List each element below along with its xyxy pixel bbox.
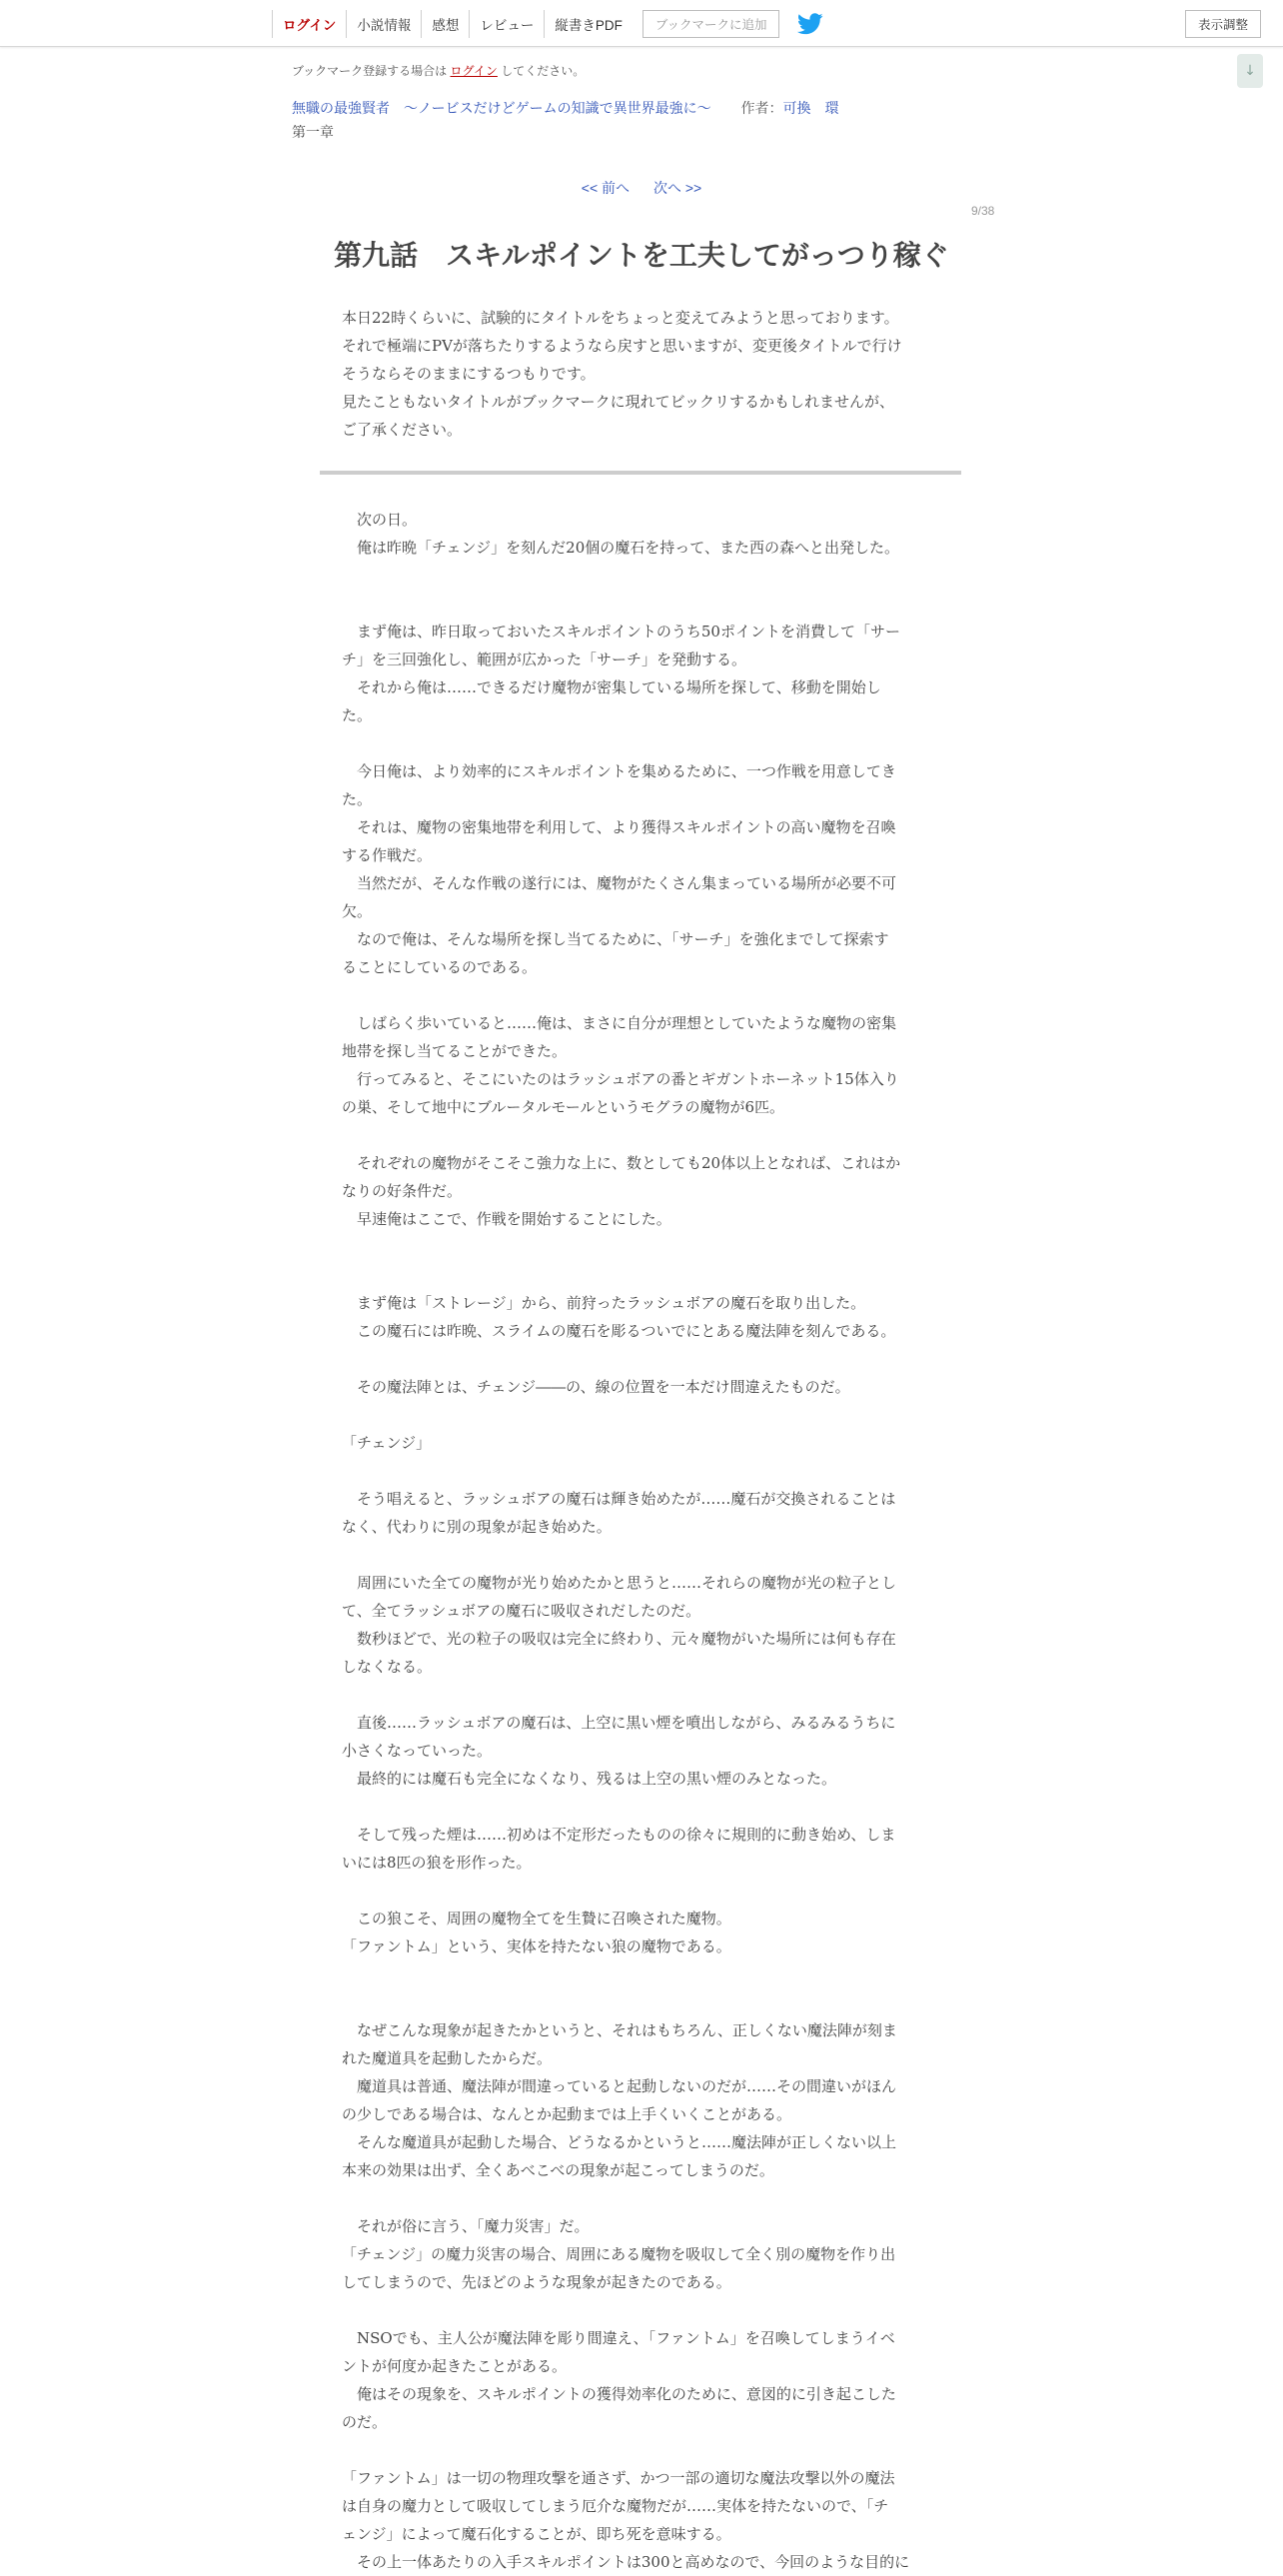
body-line: そして残った煙は……初めは不定形だったものの徐々に規則的に動き始め、しま xyxy=(342,1826,896,1844)
chapter-label: 第一章 xyxy=(292,124,334,140)
bookmark-login-notice xyxy=(292,62,585,79)
body-line xyxy=(342,1261,941,1289)
body-line: しなくなる。 xyxy=(342,1658,433,1676)
body-line: は自身の魔力として吸収してしまう厄介な魔物だが……実体を持たないので、「チ xyxy=(342,2497,889,2515)
body-line xyxy=(342,590,941,618)
episode-number: 9/38 xyxy=(971,204,995,218)
episode-pager xyxy=(0,178,1283,198)
body-line: ントが何度か起きたことがある。 xyxy=(342,2357,568,2375)
body-line xyxy=(342,1121,941,1149)
nav-impressions[interactable]: 感想 xyxy=(421,10,469,38)
body-line: 周囲にいた全ての魔物が光り始めたかと思うと……それらの魔物が光の粒子とし xyxy=(342,1574,897,1592)
prev-episode-link[interactable]: << 前へ xyxy=(581,180,631,196)
body-line xyxy=(342,1233,941,1261)
preface-line: ご了承ください。 xyxy=(342,421,463,439)
body-line: それから俺は……できるだけ魔物が密集している場所を探して、移動を開始し xyxy=(342,678,881,696)
body-line: そんな魔道具が起動した場合、どうなるかというと……魔法陣が正しくない以上 xyxy=(342,2133,897,2151)
body-line: してしまうので、先ほどのような現象が起きたのである。 xyxy=(342,2273,731,2291)
twitter-bird-icon[interactable] xyxy=(797,13,823,35)
nav-vertical-pdf[interactable]: 縦書きPDF xyxy=(544,10,633,38)
body-line: 地帯を探し当てることができた。 xyxy=(342,1042,568,1060)
body-line xyxy=(342,2184,941,2212)
body-line xyxy=(342,1457,941,1485)
body-line: の巣、そして地中にブルータルモールというモグラの魔物が6匹。 xyxy=(342,1098,785,1116)
body-line xyxy=(342,1401,941,1429)
body-line: なく、代わりに別の現象が起き始めた。 xyxy=(342,1518,612,1536)
body-line: そう唱えると、ラッシュボアの魔石は輝き始めたが……魔石が交換されることは xyxy=(342,1490,896,1508)
display-settings-button[interactable]: 表示調整 xyxy=(1185,10,1261,38)
body-line: 「チェンジ」の魔力災害の場合、周囲にある魔物を吸収して全く別の魔物を作り出 xyxy=(342,2245,896,2263)
notice-login-link[interactable]: ログイン xyxy=(450,64,498,78)
body-line xyxy=(342,2436,941,2464)
novel-body-text xyxy=(342,506,941,2576)
body-line: 当然だが、そんな作戦の遂行には、魔物がたくさん集まっている場所が必要不可 xyxy=(342,874,897,892)
body-line: まず俺は、昨日取っておいたスキルポイントのうち50ポイントを消費して「サー xyxy=(342,623,900,641)
body-line: ェンジ」によって魔石化することが、即ち死を意味する。 xyxy=(342,2525,731,2543)
body-line xyxy=(342,2296,941,2324)
body-line: 今日俺は、より効率的にスキルポイントを集めるために、一つ作戦を用意してき xyxy=(342,762,896,780)
notice-prefix: ブックマーク登録する場合は xyxy=(292,64,448,78)
body-line: それは、魔物の密集地帯を利用して、より獲得スキルポイントの高い魔物を召喚 xyxy=(342,818,896,836)
scroll-down-button[interactable]: ↓ xyxy=(1237,54,1263,88)
body-line: それぞれの魔物がそこそこ強力な上に、数としても20体以上となれば、これはか xyxy=(342,1154,901,1172)
body-line: いには8匹の狼を形作った。 xyxy=(342,1854,532,1872)
body-line: 小さくなっていった。 xyxy=(342,1742,493,1760)
body-line xyxy=(342,1345,941,1373)
body-line: なりの好条件だ。 xyxy=(342,1182,463,1200)
preface-line: そうならそのままにするつもりです。 xyxy=(342,365,596,383)
body-line: 俺は昨晩「チェンジ」を刻んだ20個の魔石を持って、また西の森へと出発した。 xyxy=(342,539,899,557)
body-line: 俺はその現象を、スキルポイントの獲得効率化のために、意図的に引き起こした xyxy=(342,2385,896,2403)
nav-novel-info[interactable]: 小説情報 xyxy=(346,10,421,38)
body-line: 早速俺はここで、作戦を開始することにした。 xyxy=(342,1210,671,1228)
body-line: 「ファントム」という、実体を持たない狼の魔物である。 xyxy=(342,1937,731,1955)
body-line: しばらく歩いていると……俺は、まさに自分が理想としていたような魔物の密集 xyxy=(342,1014,897,1032)
body-line: なぜこんな現象が起きたかというと、それはもちろん、正しくない魔法陣が刻ま xyxy=(342,2021,897,2039)
preface-line: 本日22時くらいに、試験的にタイトルをちょっと変えてみようと思っております。 xyxy=(342,309,899,327)
body-line: その上一体あたりの入手スキルポイントは300と高めなので、今回のような目的に xyxy=(342,2553,910,2571)
nav-login[interactable]: ログイン xyxy=(272,10,346,38)
body-line xyxy=(342,1681,941,1709)
preface-divider xyxy=(320,471,961,475)
body-line: て、全てラッシュボアの魔石に吸収されだしたのだ。 xyxy=(342,1602,701,1620)
body-line: た。 xyxy=(342,706,373,724)
author-preface xyxy=(342,304,941,444)
nav-menu xyxy=(272,9,823,39)
author-link[interactable]: 可換 環 xyxy=(782,100,839,116)
novel-header xyxy=(292,98,838,118)
episode-title: 第九話 スキルポイントを工夫してがっつり稼ぐ xyxy=(334,239,949,272)
top-navigation-bar xyxy=(0,0,1283,47)
body-line: 「チェンジ」 xyxy=(342,1434,432,1452)
body-line: チ」を三回強化し、範囲が広かった「サーチ」を発動する。 xyxy=(342,650,747,668)
body-line: 欠。 xyxy=(342,902,373,920)
body-line: ることにしているのである。 xyxy=(342,958,538,976)
body-line: の少しである場合は、なんとか起動までは上手くいくことがある。 xyxy=(342,2105,792,2123)
body-line xyxy=(342,1988,941,2016)
author-label: 作者： xyxy=(740,100,783,116)
body-line: 本来の効果は出ず、全くあべこべの現象が起こってしまうのだ。 xyxy=(342,2161,774,2179)
body-line: 「ファントム」は一切の物理攻撃を通さず、かつ一部の適切な魔法攻撃以外の魔法 xyxy=(342,2469,895,2487)
body-line: 魔道具は普通、魔法陣が間違っていると起動しないのだが……その間違いがほん xyxy=(342,2077,897,2095)
body-line xyxy=(342,1793,941,1821)
body-line: 数秒ほどで、光の粒子の吸収は完全に終わり、元々魔物がいた場所には何も存在 xyxy=(342,1630,896,1648)
body-line: た。 xyxy=(342,790,373,808)
body-line: する作戦だ。 xyxy=(342,846,433,864)
body-line xyxy=(342,1960,941,1988)
body-line: この狼こそ、周囲の魔物全てを生贄に召喚された魔物。 xyxy=(342,1910,731,1928)
body-line: 直後……ラッシュボアの魔石は、上空に黒い煙を噴出しながら、みるみるうちに xyxy=(342,1714,896,1732)
preface-line: 見たこともないタイトルがブックマークに現れてビックリするかもしれませんが、 xyxy=(342,393,895,411)
body-line: まず俺は「ストレージ」から、前狩ったラッシュボアの魔石を取り出した。 xyxy=(342,1294,866,1312)
body-line: この魔石には昨晩、スライムの魔石を彫るついでにとある魔法陣を刻んである。 xyxy=(342,1322,896,1340)
body-line: のだ。 xyxy=(342,2413,388,2431)
next-episode-link[interactable]: 次へ >> xyxy=(652,180,702,196)
body-line: それが俗に言う、「魔力災害」だ。 xyxy=(342,2217,590,2235)
body-line: 最終的には魔石も完全になくなり、残るは上空の黒い煙のみとなった。 xyxy=(342,1770,837,1788)
notice-suffix: してください。 xyxy=(501,64,586,78)
nav-review[interactable]: レビュー xyxy=(469,10,544,38)
body-line: れた魔道具を起動したからだ。 xyxy=(342,2049,553,2067)
body-line: なので俺は、そんな場所を探し当てるために、「サーチ」を強化までして探索す xyxy=(342,930,889,948)
preface-line: それで極端にPVが落ちたりするようなら戻すと思いますが、変更後タイトルで行け xyxy=(342,337,902,355)
body-line: その魔法陣とは、チェンジ――の、線の位置を一本だけ間違えたものだ。 xyxy=(342,1378,850,1396)
add-bookmark-button[interactable]: ブックマークに追加 xyxy=(642,10,780,38)
novel-title-link[interactable]: 無職の最強賢者 〜ノービスだけどゲームの知識で異世界最強に〜 xyxy=(292,100,711,116)
body-line xyxy=(342,1877,941,1905)
body-line xyxy=(342,562,941,590)
body-line: 行ってみると、そこにいたのはラッシュボアの番とギガントホーネット15体入り xyxy=(342,1070,899,1088)
body-line xyxy=(342,981,941,1009)
body-line: NSOでも、主人公が魔法陣を彫り間違え、「ファントム」を召喚してしまうイベ xyxy=(342,2329,895,2347)
body-line xyxy=(342,1541,941,1569)
body-line: 次の日。 xyxy=(342,511,418,529)
body-line xyxy=(342,729,941,757)
